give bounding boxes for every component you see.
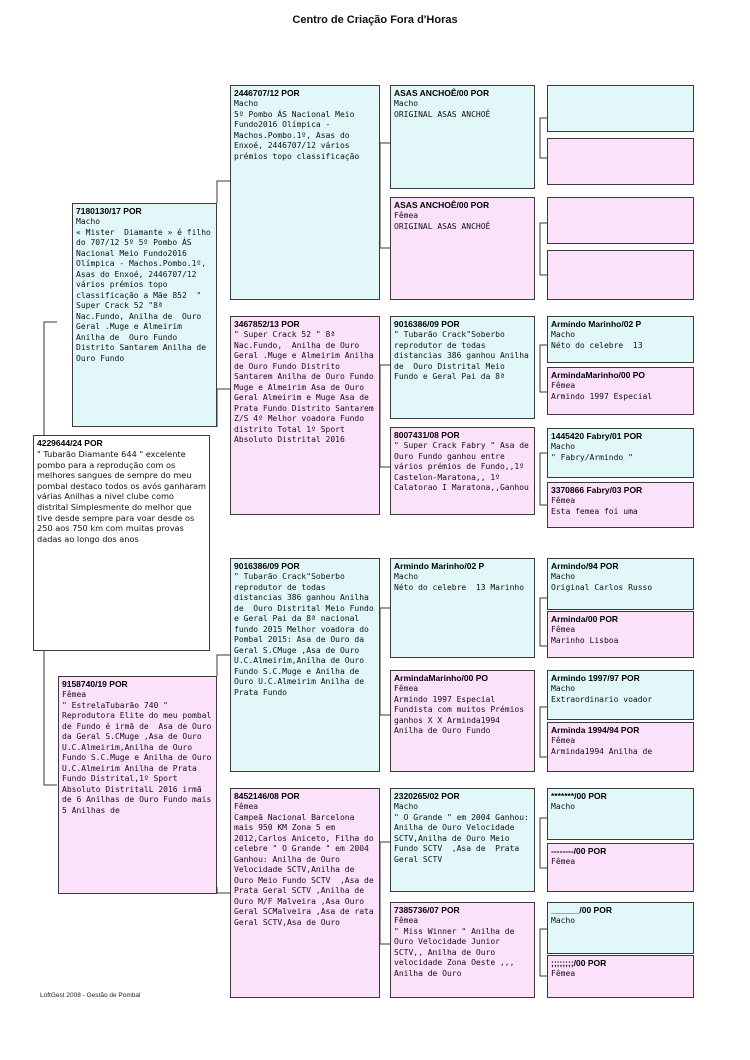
sex-label: Macho [234,99,259,108]
card-description: " Super Crack 52 " 8ª Nac.Fundo, Anilha de Ouro Geral .Muge e Almeirim Anilha de Ouro Fundo Distrito Santarem Anilha de Ouro Fundo Muge e Almeirim Asa de Ouro Geral Almeirim e Muge Asa de Prata Fundo Distrito Santarem Z/S 4º Melhor voadora Fundo distrito Total 1º Sport Absoluto Distrital 2016 [234,330,379,444]
pedigree-card-g4-15[interactable] [547,902,694,954]
ring-number: Arminda/00 POR [551,614,619,624]
sex-label: Macho [551,916,576,925]
ring-number: Arminda 1994/94 POR [551,725,640,735]
card-description: Extraordinario voador [551,694,653,704]
pedigree-card-g4-12[interactable] [547,722,694,772]
sex-label: Fêmea [394,211,419,220]
ring-number: 8452146/08 POR [234,791,300,801]
sex-label: Fêmea [234,802,259,811]
pedigree-card-paternal-grandmother[interactable] [230,316,380,515]
ring-number: Armindo 1997/97 POR [551,673,640,683]
card-description: " Tubarão Diamante 644 " excelente pombo para a reprodução com os melhores sangues de sempre do meu pombal destaco todos os avós ganharam várias Anilhas a nivel clube como distrital Simplesmente do melhor que tive desde sempre para voar desde os 250 aos 750 km com muitas provas dadas ao longo dos anos [37,449,209,544]
sex-label: Macho [551,802,576,811]
ring-number: Armindo Marinho/02 P [551,319,642,329]
sex-label: Macho [551,572,576,581]
card-description: Marinho Lisboa [551,635,619,645]
pedigree-card-g4-14[interactable] [547,843,694,892]
ring-number: *******/00 POR [551,791,607,801]
ring-number: ASAS ANCHOÊ/00 POR [394,200,490,210]
ring-number: ArmindaMarinho/00 PO [394,673,488,683]
pedigree-card-g3-4[interactable] [390,427,535,515]
ring-number: 9016386/09 POR [394,319,460,329]
card-description: Armindo 1997 Especial Fundista com muitos Prémios ganhos X X Arminda1994 Anilha de Ouro Fundo [394,694,529,735]
pedigree-card-g4-13[interactable] [547,788,694,840]
pedigree-card-father[interactable] [72,203,217,427]
card-description: " EstrelaTubarão 740 " Reprodutora Elite do meu pombal de Fundo é irmã de Asa de Ouro da Geral S.CMuge ,Asa de Ouro U.C.Almeirim,Anilha de Ouro Fundo S.C.Muge e Anilha de Ouro U.C.Almeirim Anilha de Prata Fundo Distrital,1º Sport Absoluto DistritalL 2016 irmã de 6 Anilhas de Ouro Fundo mais 5 Anilhas de [62,700,217,815]
card-description: Néto do celebre 13 [551,340,643,350]
ring-number: Armindo/94 POR [551,561,619,571]
ring-number: --------/00 POR [551,846,607,856]
pedigree-card-mother[interactable] [58,676,217,894]
sex-label: Macho [551,330,576,339]
sex-label: Macho [551,442,576,451]
card-description: « Mister Diamante » é filho do 707/12 5º 5º Pombo ÁS Nacional Meio Fundo2016 Olímpica - Machos.Pombo.1º, Asas do Enxoé, 2446707/12 vários prémios topo classificação a Mãe 852 " Super Crack 52 "8ª Nac.Fundo, Anilha de Ouro Geral .Muge e Almeirim Anilha de Ouro Fundo Distrito Santarem Anilha de Ouro Fundo [76,227,216,363]
ring-number: 3467852/13 POR [234,319,300,329]
card-description: 5º Pombo ÁS Nacional Meio Fundo2016 Olímpica - Machos.Pombo.1º, Asas do Enxoé, 2446707/12 vários prémios topo classificação [234,109,360,161]
sex-label: Fêmea [394,916,419,925]
ring-number: ArmindaMarinho/00 PO [551,370,645,380]
pedigree-card-g4-4[interactable] [547,250,694,300]
pedigree-card-g3-3[interactable] [390,316,535,419]
pedigree-card-g3-5[interactable] [390,558,535,658]
pedigree-card-g4-16[interactable] [547,955,694,998]
pedigree-card-g4-8[interactable] [547,482,694,528]
card-description: Esta femea foi uma [551,506,638,516]
ring-number: 8007431/08 POR [394,430,460,440]
card-description: Original Carlos Russo [551,582,653,592]
pedigree-card-g4-10[interactable] [547,611,694,658]
pedigree-card-g4-9[interactable] [547,558,694,610]
ring-number: ASAS ANCHOÊ/00 POR [394,88,490,98]
card-description: Néto do celebre 13 Marinho [394,582,525,592]
card-description: " Super Crack Fabry " Asa de Ouro Fundo ganhou entre vários prémios de Fundo,,1º Castelon-Maratona,, 1º Calatorao I Maratona,,Ganhou [394,441,534,492]
pedigree-card-g4-3[interactable] [547,197,694,244]
ring-number: 2446707/12 POR [234,88,300,98]
pedigree-card-g4-2[interactable] [547,138,694,185]
ring-number: 3370866 Fabry/03 POR [551,485,643,495]
card-description: Armindo 1997 Especial [551,391,653,401]
pedigree-card-subject[interactable] [33,435,210,651]
card-description: " Tubarão Crack"Soberbo reprodutor de todas distancias 386 ganhou Anilha de Ouro Distrital Meio Fundo e Geral Pai da 8ª [394,330,534,381]
card-description: " Miss Winner " Anilha de Ouro Velocidade Junior SCTV,, Anilha de Ouro velocidade Zona Oeste ,,, Anilha de Ouro [394,926,520,978]
card-description: Campeã Nacional Barcelona mais 950 KM Zona 5 em 2012,Carlos Aniceto, Filha do celebre " O Grande " em 2004 Ganhou: Anilha de Ouro Velocidade SCTV,Anilha de Ouro Meio Fundo SCTV ,Asa de Prata Geral SCTV ,Anilha de Ouro M/F Malveira ,Asa Ouro Geral SCMalveira ,Asa de rata Geral SCTV,Asa de Ouro [234,812,384,927]
pedigree-card-g4-11[interactable] [547,670,694,720]
sex-label: Fêmea [551,969,576,978]
card-description: ORIGINAL ASAS ANCHOÊ [394,109,491,119]
sex-label: Macho [394,572,419,581]
ring-number: 4229644/24 POR [37,438,103,448]
ring-number: 1445420 Fabry/01 POR [551,431,643,441]
pedigree-card-g4-1[interactable] [547,85,694,132]
pedigree-card-g3-2[interactable] [390,197,535,300]
ring-number: 2320265/02 POR [394,791,460,801]
sex-label: Fêmea [551,736,576,745]
sex-label: Fêmea [551,857,576,866]
card-description: " Fabry/Armindo " [551,452,633,462]
ring-number: 9158740/19 POR [62,679,128,689]
pedigree-card-paternal-grandfather[interactable] [230,85,380,300]
ring-number: 9016386/09 POR [234,561,300,571]
sex-label: Fêmea [62,690,87,699]
pedigree-card-maternal-grandmother[interactable] [230,788,384,998]
pedigree-card-g3-1[interactable] [390,85,535,189]
pedigree-card-maternal-grandfather[interactable] [230,558,380,772]
footer-credit: LoftGest 2008 - Gestão de Pombal [40,992,141,999]
sex-label: Macho [394,99,419,108]
ring-number: 7385736/07 POR [394,905,460,915]
ring-number: ______/00 POR [551,905,612,915]
pedigree-card-g4-5[interactable] [547,316,694,363]
card-description: " O Grande " em 2004 Ganhou: Anilha de Ouro Velocidade SCTV,Anilha de Ouro Meio Fundo SCTV ,Asa de Prata Geral SCTV [394,812,534,864]
pedigree-card-g3-8[interactable] [390,902,535,998]
sex-label: Macho [76,217,101,226]
pedigree-card-g3-7[interactable] [390,788,535,892]
sex-label: Macho [551,684,576,693]
card-description: Arminda1994 Anilha de [551,746,653,756]
page-title: Centro de Criação Fora d'Horas [292,14,458,26]
pedigree-card-g4-6[interactable] [547,367,694,415]
pedigree-card-g3-6[interactable] [390,670,535,772]
sex-label: Fêmea [551,381,576,390]
sex-label: Macho [394,802,419,811]
sex-label: Fêmea [551,625,576,634]
ring-number: Armindo Marinho/02 P [394,561,485,571]
sex-label: Fêmea [394,684,419,693]
sex-label: Fêmea [551,496,576,505]
ring-number: 7180130/17 POR [76,206,142,216]
pedigree-card-g4-7[interactable] [547,428,694,478]
ring-number: ;;;;;;;;/00 POR [551,958,607,968]
card-description: " Tubarão Crack"Soberbo reprodutor de todas distancias 386 ganhou Anilha de Ouro Distrital Meio Fundo e Geral Pai da 8ª nacional fundo 2015 Melhor voadora do Pombal 2015: Asa de Ouro da Geral S.CMuge ,Asa de Ouro U.C.Almeirim,Anilha de Ouro Fundo S.C.Muge e Anilha de Ouro U.C.Almeirim Anilha de Prata Fundo [234,572,379,697]
card-description: ORIGINAL ASAS ANCHOÊ [394,221,491,231]
